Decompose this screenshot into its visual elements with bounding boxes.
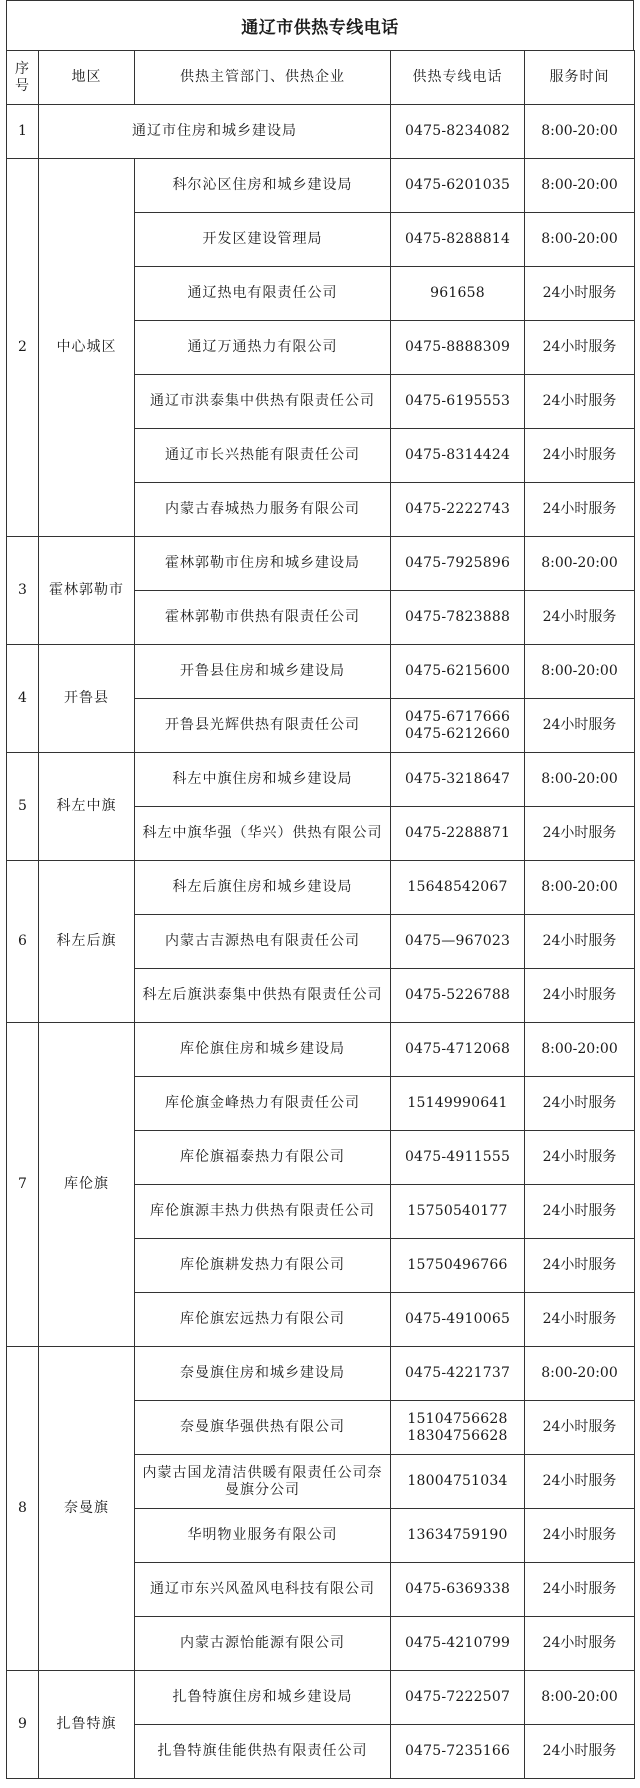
table-row: [7, 861, 635, 915]
table-row: [7, 1023, 635, 1077]
service-time: 8:00-20:00: [525, 1671, 635, 1725]
service-time: 24小时服务: [525, 699, 635, 753]
hotline-phone: 0475-4910065: [391, 1293, 525, 1347]
table-row: [7, 753, 635, 807]
service-time: 24小时服务: [525, 1077, 635, 1131]
service-time: 24小时服务: [525, 1131, 635, 1185]
service-time: 24小时服务: [525, 1401, 635, 1455]
page-title: 通辽市供热专线电话: [6, 0, 634, 50]
service-time: 8:00-20:00: [525, 105, 635, 159]
region-name: 科左后旗: [39, 861, 135, 1023]
hotline-phone: 18004751034: [391, 1455, 525, 1509]
organization-name: 华明物业服务有限公司: [135, 1509, 391, 1563]
hotline-phone: 0475-2288871: [391, 807, 525, 861]
hotline-phone: 0475-8314424: [391, 429, 525, 483]
service-time: 24小时服务: [525, 915, 635, 969]
service-time: 24小时服务: [525, 969, 635, 1023]
organization-name: 开鲁县光辉供热有限责任公司: [135, 699, 391, 753]
region-name: 中心城区: [39, 159, 135, 537]
region-name: 奈曼旗: [39, 1347, 135, 1671]
organization-name: 霍林郭勒市住房和城乡建设局: [135, 537, 391, 591]
hotline-phone: 0475-5226788: [391, 969, 525, 1023]
row-number: 9: [7, 1671, 39, 1779]
organization-name: 库伦旗源丰热力供热有限责任公司: [135, 1185, 391, 1239]
organization-name: 通辽热电有限责任公司: [135, 267, 391, 321]
service-time: 8:00-20:00: [525, 645, 635, 699]
hotline-phone: 0475-6717666 0475-6212660: [391, 699, 525, 753]
row-number: 5: [7, 753, 39, 861]
organization-name: 通辽市洪泰集中供热有限责任公司: [135, 375, 391, 429]
header-row: [7, 51, 635, 105]
hotline-phone: 0475-6201035: [391, 159, 525, 213]
hotline-phone: 0475-8888309: [391, 321, 525, 375]
organization-name: 科左后旗住房和城乡建设局: [135, 861, 391, 915]
service-time: 24小时服务: [525, 1293, 635, 1347]
hotline-phone: 0475-8288814: [391, 213, 525, 267]
service-time: 24小时服务: [525, 375, 635, 429]
table-row: [7, 537, 635, 591]
organization-name: 奈曼旗住房和城乡建设局: [135, 1347, 391, 1401]
service-time: 8:00-20:00: [525, 537, 635, 591]
organization-name: 通辽万通热力有限公司: [135, 321, 391, 375]
service-time: 24小时服务: [525, 1617, 635, 1671]
service-time: 24小时服务: [525, 321, 635, 375]
organization-name: 库伦旗耕发热力有限公司: [135, 1239, 391, 1293]
service-time: 8:00-20:00: [525, 1347, 635, 1401]
table-row: [7, 105, 635, 159]
hotline-phone: 0475-7925896: [391, 537, 525, 591]
row-number: 7: [7, 1023, 39, 1347]
service-time: 24小时服务: [525, 267, 635, 321]
organization-name: 科左中旗华强（华兴）供热有限公司: [135, 807, 391, 861]
hotline-phone: 15104756628 18304756628: [391, 1401, 525, 1455]
region-name: 霍林郭勒市: [39, 537, 135, 645]
service-time: 8:00-20:00: [525, 213, 635, 267]
service-time: 24小时服务: [525, 1563, 635, 1617]
service-time: 24小时服务: [525, 1455, 635, 1509]
hotline-phone: 0475-7222507: [391, 1671, 525, 1725]
service-time: 24小时服务: [525, 1725, 635, 1779]
header-no: 序号: [7, 51, 39, 105]
hotline-phone: 0475-6195553: [391, 375, 525, 429]
organization-name: 扎鲁特旗住房和城乡建设局: [135, 1671, 391, 1725]
hotline-phone: 0475-2222743: [391, 483, 525, 537]
organization-name: 库伦旗宏远热力有限公司: [135, 1293, 391, 1347]
organization-name: 内蒙古源怡能源有限公司: [135, 1617, 391, 1671]
row-number: 1: [7, 105, 39, 159]
hotline-phone: 15149990641: [391, 1077, 525, 1131]
hotline-phone: 0475-3218647: [391, 753, 525, 807]
service-time: 8:00-20:00: [525, 753, 635, 807]
hotline-phone: 0475-4221737: [391, 1347, 525, 1401]
table-row: [7, 645, 635, 699]
hotline-phone: 15750540177: [391, 1185, 525, 1239]
hotline-phone: 0475-7823888: [391, 591, 525, 645]
organization-name: 奈曼旗华强供热有限公司: [135, 1401, 391, 1455]
service-time: 24小时服务: [525, 483, 635, 537]
region-name: 科左中旗: [39, 753, 135, 861]
hotline-phone: 13634759190: [391, 1509, 525, 1563]
organization-name: 开发区建设管理局: [135, 213, 391, 267]
region-name: 开鲁县: [39, 645, 135, 753]
table-row: [7, 1671, 635, 1725]
service-time: 24小时服务: [525, 807, 635, 861]
hotline-table: [6, 50, 635, 1779]
region-name: 扎鲁特旗: [39, 1671, 135, 1779]
organization-name: 开鲁县住房和城乡建设局: [135, 645, 391, 699]
row-number: 6: [7, 861, 39, 1023]
hotline-phone: 0475-8234082: [391, 105, 525, 159]
header-organization: 供热主管部门、供热企业: [135, 51, 391, 105]
table-row: [7, 159, 635, 213]
service-time: 24小时服务: [525, 1509, 635, 1563]
organization-name: 内蒙古吉源热电有限责任公司: [135, 915, 391, 969]
organization-name: 内蒙古国龙清洁供暖有限责任公司奈曼旗分公司: [135, 1455, 391, 1509]
service-time: 24小时服务: [525, 1239, 635, 1293]
header-service-time: 服务时间: [525, 51, 635, 105]
service-time: 24小时服务: [525, 1185, 635, 1239]
hotline-phone: 961658: [391, 267, 525, 321]
service-time: 8:00-20:00: [525, 159, 635, 213]
organization-name: 扎鲁特旗佳能供热有限责任公司: [135, 1725, 391, 1779]
table-row: [7, 1347, 635, 1401]
organization-name: 科尔沁区住房和城乡建设局: [135, 159, 391, 213]
organization-name: 库伦旗福泰热力有限公司: [135, 1131, 391, 1185]
organization-name: 库伦旗金峰热力有限责任公司: [135, 1077, 391, 1131]
organization-name: 内蒙古春城热力服务有限公司: [135, 483, 391, 537]
hotline-phone: 0475—967023: [391, 915, 525, 969]
organization-name: 霍林郭勒市供热有限责任公司: [135, 591, 391, 645]
organization-name: 通辽市住房和城乡建设局: [39, 105, 391, 159]
organization-name: 科左后旗洪泰集中供热有限责任公司: [135, 969, 391, 1023]
row-number: 8: [7, 1347, 39, 1671]
organization-name: 科左中旗住房和城乡建设局: [135, 753, 391, 807]
table-body: [7, 105, 635, 1779]
header-phone: 供热专线电话: [391, 51, 525, 105]
hotline-phone: 15648542067: [391, 861, 525, 915]
row-number: 3: [7, 537, 39, 645]
service-time: 8:00-20:00: [525, 861, 635, 915]
organization-name: 库伦旗住房和城乡建设局: [135, 1023, 391, 1077]
service-time: 24小时服务: [525, 591, 635, 645]
hotline-phone: 0475-7235166: [391, 1725, 525, 1779]
hotline-phone: 15750496766: [391, 1239, 525, 1293]
row-number: 2: [7, 159, 39, 537]
hotline-phone: 0475-6369338: [391, 1563, 525, 1617]
header-region: 地区: [39, 51, 135, 105]
service-time: 8:00-20:00: [525, 1023, 635, 1077]
hotline-phone: 0475-4712068: [391, 1023, 525, 1077]
row-number: 4: [7, 645, 39, 753]
hotline-phone: 0475-4210799: [391, 1617, 525, 1671]
hotline-phone: 0475-4911555: [391, 1131, 525, 1185]
organization-name: 通辽市东兴风盈风电科技有限公司: [135, 1563, 391, 1617]
service-time: 24小时服务: [525, 429, 635, 483]
hotline-phone: 0475-6215600: [391, 645, 525, 699]
region-name: 库伦旗: [39, 1023, 135, 1347]
organization-name: 通辽市长兴热能有限责任公司: [135, 429, 391, 483]
